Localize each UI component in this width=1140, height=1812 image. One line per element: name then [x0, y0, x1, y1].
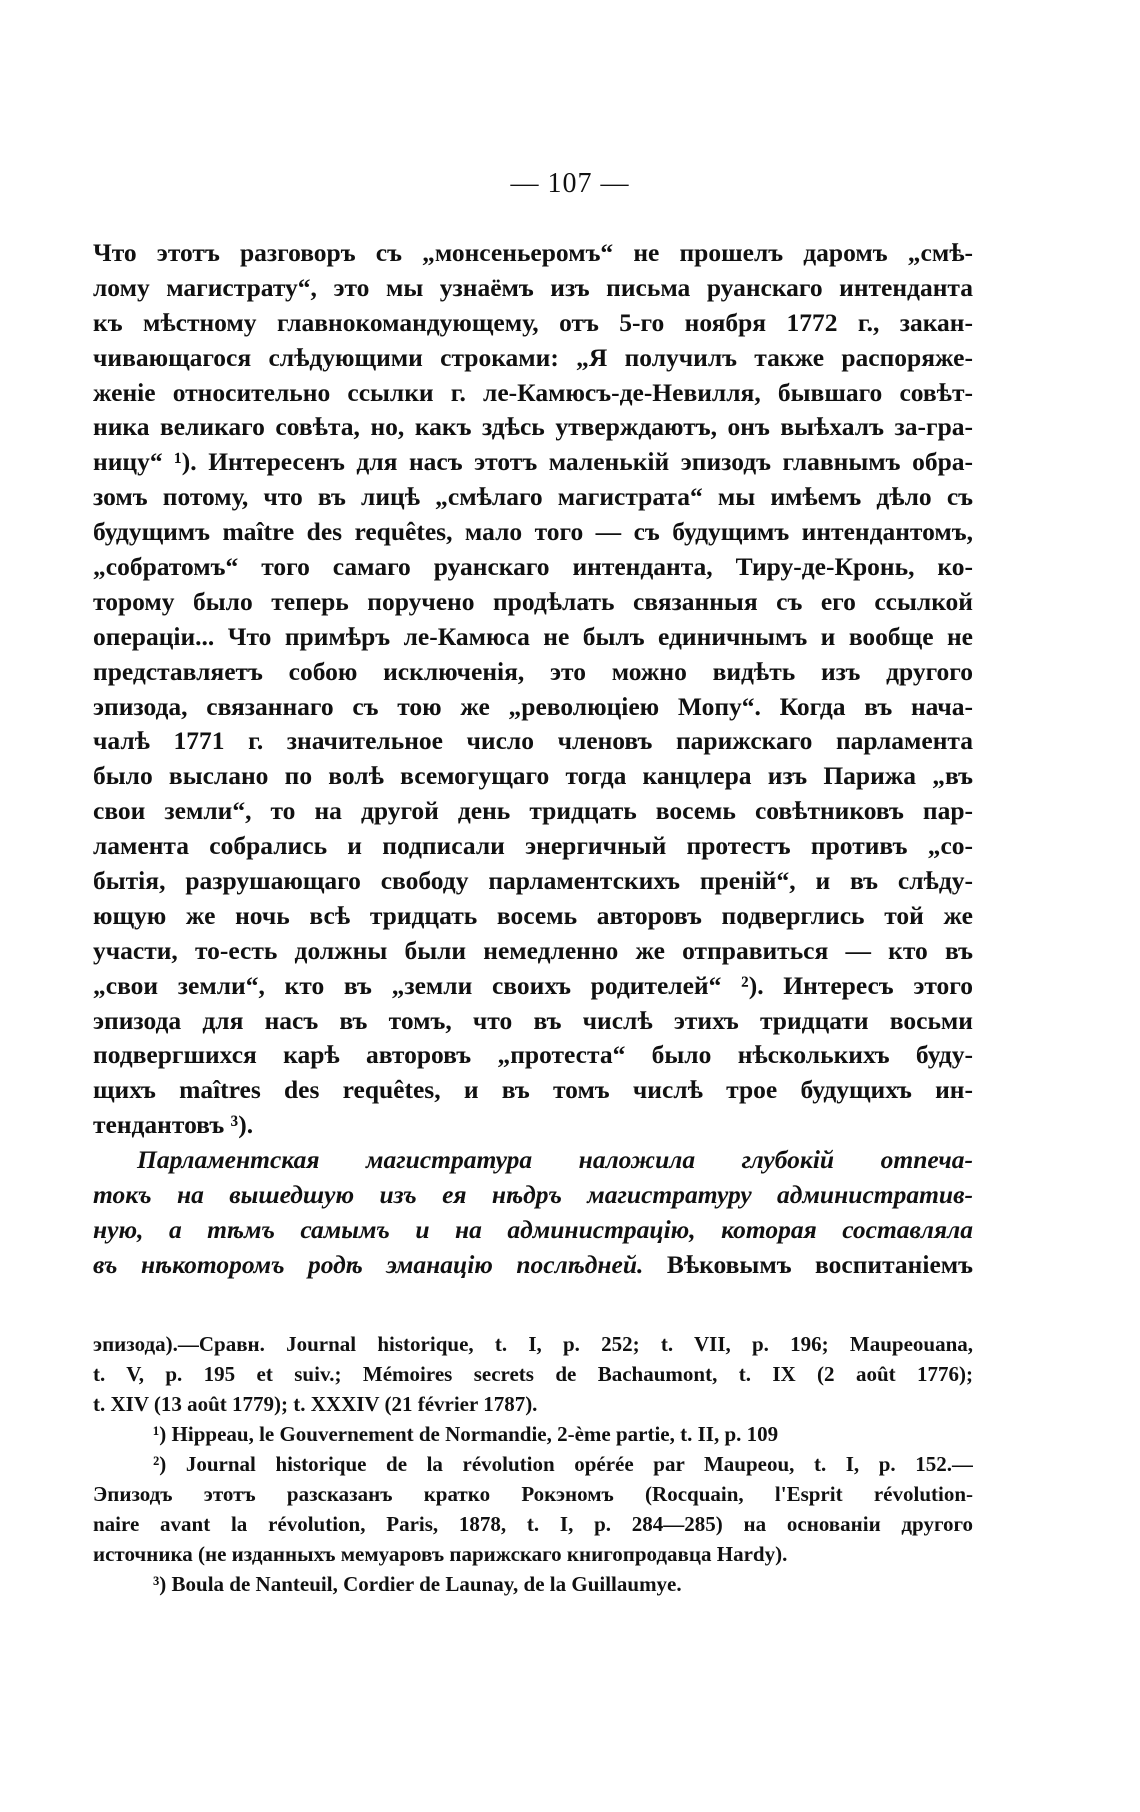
- body-line: операціи... Что примѣръ ле-Камюса не былъ единичнымъ и вообще не: [93, 621, 973, 651]
- body-line: подвергшихся карѣ авторовъ „протеста“ было нѣсколькихъ буду-: [93, 1040, 973, 1070]
- body-line: ницу“ ¹). Интересенъ для насъ этотъ маленькій эпизодъ главнымъ обра-: [93, 447, 973, 477]
- body-line: бытія, разрушающаго свободу парламентскихъ преній“, и въ слѣду-: [93, 866, 973, 896]
- body-line: щихъ maîtres des requêtes, и въ томъ числѣ трое будущихъ ин-: [93, 1075, 973, 1105]
- body-line: женіе относительно ссылки г. ле-Камюсъ-де-Невилля, бывшаго совѣт-: [93, 377, 973, 407]
- body-line: эпизода для насъ въ томъ, что въ числѣ этихъ тридцати восьми: [93, 1005, 973, 1035]
- body-line: свои земли“, то на другой день тридцать восемь совѣтниковъ пар-: [93, 796, 973, 826]
- body-line: „свои земли“, кто въ „земли своихъ родителей“ ²). Интересъ этого: [93, 970, 973, 1000]
- body-line: представляетъ собою исключенія, это можно видѣть изъ другого: [93, 656, 973, 686]
- page-number: — 107 —: [510, 168, 630, 199]
- roman-phrase: Вѣковымъ воспитаніемъ: [666, 1249, 973, 1279]
- main-text: [93, 236, 973, 1283]
- body-line: Что этотъ разговоръ съ „монсеньеромъ“ не прошелъ даромъ „смѣ-: [93, 238, 973, 267]
- body-line: было выслано по волѣ всемогущаго тогда канцлера изъ Парижа „въ: [93, 761, 973, 791]
- body-line: участи, то-есть должны были немедленно же отправиться — кто въ: [93, 935, 973, 965]
- body-line: зомъ потому, что въ лицѣ „смѣлаго магистрата“ мы имѣемъ дѣло съ: [93, 482, 973, 512]
- italic-line: ную, а тѣмъ самымъ и на администрацію, которая составляла: [93, 1214, 973, 1244]
- body-line: будущимъ maître des requêtes, мало того — съ будущимъ интендантомъ,: [93, 517, 973, 547]
- body-line: эпизода, связаннаго съ тою же „революціею Мопу“. Когда въ нача-: [93, 691, 973, 721]
- footnote-line: t. XIV (13 août 1779); t. XXXIV (21 février 1787).: [93, 1392, 538, 1416]
- body-line: чалѣ 1771 г. значительное число членовъ парижскаго парламента: [93, 726, 973, 756]
- body-line: тендантовъ ³).: [93, 1110, 254, 1140]
- footnote-line: эпизода).—Сравн. Journal historique, t. I, p. 252; t. VII, p. 196; Maupeouana,: [93, 1332, 973, 1356]
- body-line: чивающагося слѣдующими строками: „Я получилъ также распоряже-: [93, 342, 973, 372]
- body-line: лому магистрату“, это мы узнаёмъ изъ письма руанскаго интенданта: [93, 272, 973, 302]
- body-line: ламента собрались и подписали энергичный протестъ противъ „со-: [93, 831, 973, 861]
- footnote-line: naire avant la révolution, Paris, 1878, t. I, p. 284—285) на основаніи другого: [93, 1512, 973, 1536]
- footnotes: [93, 1329, 973, 1599]
- footnote-2: ²) Journal historique de la révolution opérée par Maupeou, t. I, p. 152.—: [153, 1452, 973, 1476]
- body-line: торому было теперь поручено продѣлать связанныя съ его ссылкой: [93, 586, 973, 616]
- italic-phrase: въ нѣкоторомъ родѣ эманацію послѣдней.: [93, 1249, 644, 1279]
- footnote-line: t. V, p. 195 et suiv.; Mémoires secrets de Bachaumont, t. IX (2 août 1776);: [93, 1362, 973, 1386]
- mixed-line: [93, 1248, 973, 1283]
- footnote-line: источника (не изданныхъ мемуаровъ парижскаго книгопродавца Hardy).: [93, 1542, 788, 1566]
- footnote-1: ¹) Hippeau, le Gouvernement de Normandie, 2-ème partie, t. II, p. 109: [153, 1422, 779, 1446]
- italic-line: токъ на вышедшую изъ ея нѣдръ магистратуру административ-: [93, 1180, 973, 1210]
- footnote-line: Эпизодъ этотъ разсказанъ кратко Рокэномъ (Rocquain, l'Esprit révolution-: [93, 1482, 973, 1506]
- body-line: „собратомъ“ того самаго руанскаго интенданта, Тиру-де-Кронь, ко-: [93, 552, 973, 582]
- italic-line: Парламентская магистратура наложила глубокій отпеча-: [137, 1145, 973, 1175]
- body-line: ника великаго совѣта, но, какъ здѣсь утверждаютъ, онъ выѣхалъ за-гра-: [93, 412, 973, 442]
- footnote-3: ³) Boula de Nanteuil, Cordier de Launay, de la Guillaumye.: [153, 1572, 682, 1596]
- body-line: къ мѣстному главнокомандующему, отъ 5-го ноября 1772 г., закан-: [93, 307, 973, 337]
- body-line: ющую же ночь всѣ тридцать восемь авторовъ подверглись той же: [93, 900, 973, 930]
